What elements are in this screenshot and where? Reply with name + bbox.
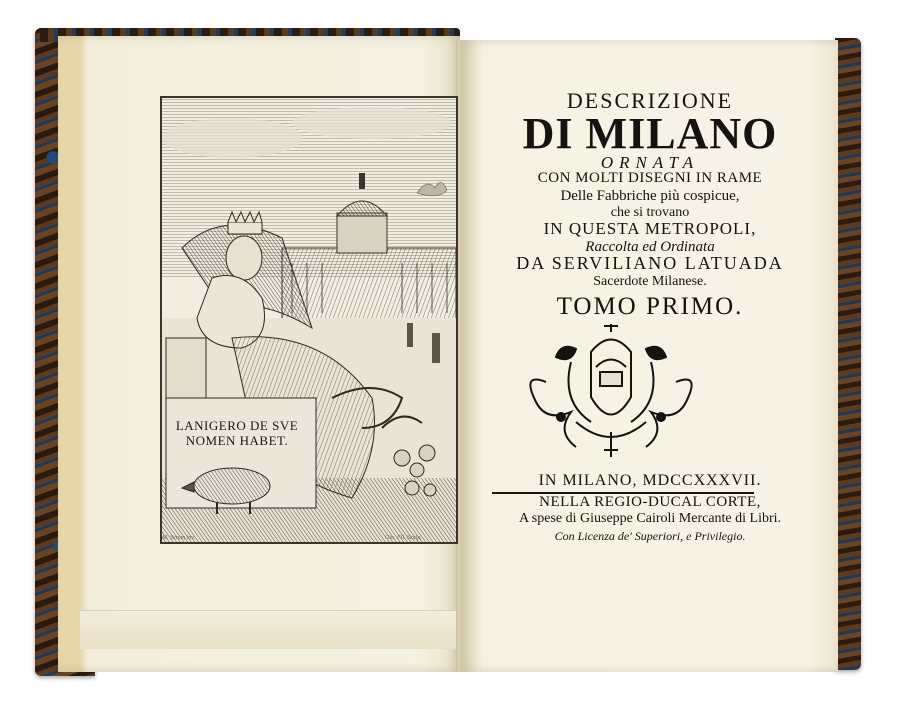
left-page-fold [80,610,460,649]
title-line-7: IN QUESTA METROPOLI, [543,219,757,238]
frontispiece-engraving [160,96,458,544]
printers-device-ornament [516,322,706,462]
engraving-caption-left: M. Serom inv. [162,535,195,541]
title-line-1: DESCRIZIONE [566,88,734,113]
engraving-illustration [162,98,456,542]
inscription-line-1: LANIGERO DE SVE [175,418,299,433]
author-line: DA SERVILIANO LATUADA [516,253,784,273]
engraving-caption-right: Gio. Fil. Sculp. [385,535,422,541]
title-line-3: ORNATA [600,153,700,172]
volume-label: TOMO PRIMO. [556,293,744,320]
title-line-8: Raccolta ed Ordinata [585,239,715,255]
imprint-license: Con Licenza de' Superiori, e Privilegio. [554,529,746,543]
title-main: DI MILANO [522,109,778,158]
inscription-line-2: NOMEN HABET. [185,433,289,448]
author-title: Sacerdote Milanese. [593,274,707,289]
marbled-cover-right [835,38,861,670]
title-line-5: Delle Fabbriche più cospicue, [560,188,740,204]
title-line-4: CON MOLTI DISEGNI IN RAME [537,170,763,186]
title-line-6: che si trovano [610,205,690,220]
imprint-press: NELLA REGIO-DUCAL CORTE, [539,494,761,510]
imprint-city-date: IN MILANO, MDCCXXXVII. [538,472,762,489]
imprint-publisher: A spese di Giuseppe Cairoli Mercante di Libri. [518,511,782,526]
